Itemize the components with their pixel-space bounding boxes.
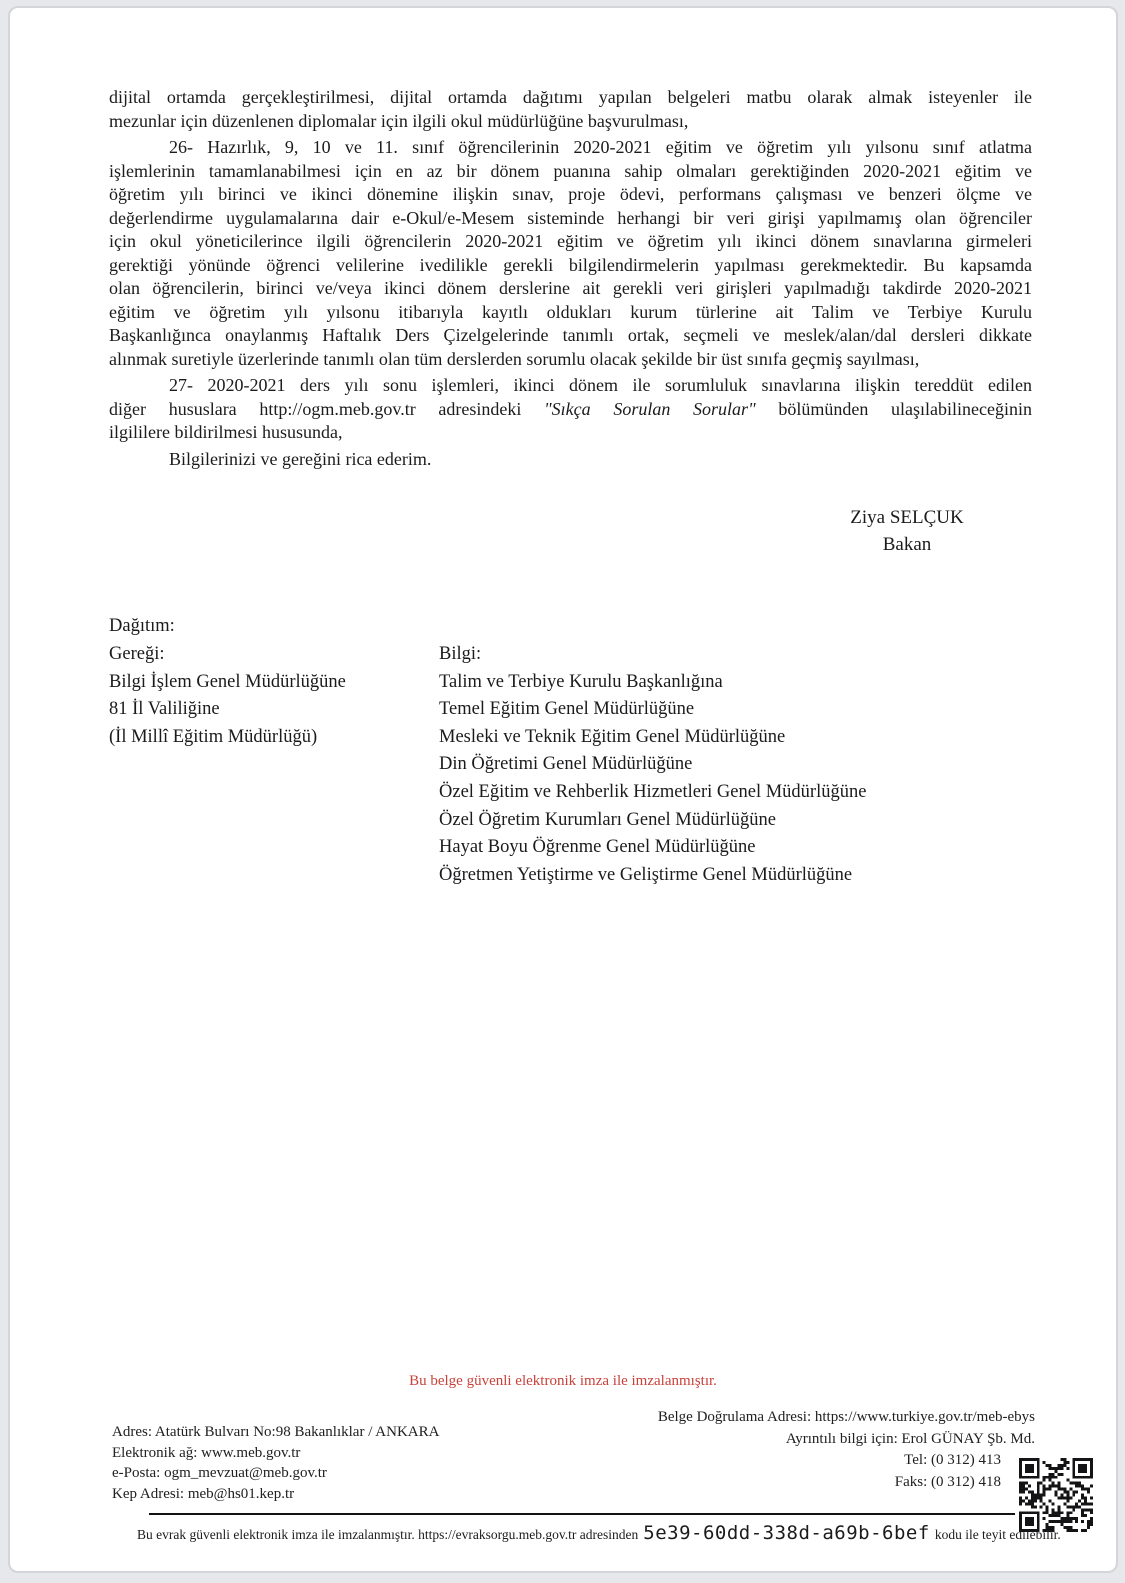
distribution-heading: Dağıtım: (109, 616, 175, 636)
fax-number: Faks: (0 312) 418 (894, 1473, 1001, 1490)
distribution-geregi-column (109, 641, 346, 751)
list-item: Özel Öğretim Kurumları Genel Müdürlüğüne (439, 809, 777, 830)
body-line: mezunlar için düzenlenen diplomalar için ilgili okul müdürlüğüne başvurulması, (109, 110, 689, 131)
footer-left-block (112, 1422, 439, 1505)
signer-title: Bakan (882, 534, 932, 555)
list-item: Öğretmen Yetiştirme ve Geliştirme Genel Müdürlüğüne (439, 864, 853, 885)
body-line: dijital ortamda gerçekleştirilmesi, dijital ortamda dağıtımı yapılan belgeleri matbu olarak almak isteyenler ile (109, 87, 1032, 107)
contact-info: Ayrıntılı bilgi için: Erol GÜNAY Şb. Md. (785, 1430, 1035, 1447)
verification-line: Bu evrak güvenli elektronik imza ile imzalanmıştır. https://evraksorgu.meb.gov.tr adresinden 5e39-60dd-338d-a69b-6bef kodu ile teyit edilebilir. (137, 1522, 1061, 1544)
body-line: değerlendirme uygulamalarına dair e-Okul/e-Mesem sisteminde herhangi bir veri girişi yapılmamış olan öğrenciler (109, 207, 1032, 228)
verify-address: Belge Doğrulama Adresi: https://www.turkiye.gov.tr/meb-ebys (657, 1409, 1035, 1425)
bilgi-label: Bilgi: (439, 644, 482, 664)
list-item: Mesleki ve Teknik Eğitim Genel Müdürlüğüne (439, 726, 786, 747)
email-address: e-Posta: ogm_mevzuat@meb.gov.tr (112, 1465, 327, 1482)
list-item: Özel Eğitim ve Rehberlik Hizmetleri Genel Müdürlüğüne (439, 781, 867, 802)
list-item: Hayat Boyu Öğrenme Genel Müdürlüğüne (439, 837, 756, 858)
list-item: Temel Eğitim Genel Müdürlüğüne (439, 699, 695, 720)
list-item: 81 İl Valiliğine (109, 699, 220, 720)
letter-body (109, 86, 1032, 471)
italic-quote: "Sıkça Sorulan Sorular" (544, 398, 756, 419)
signer-name: Ziya SELÇUK (850, 507, 964, 528)
body-line: 27- 2020-2021 ders yılı sonu işlemleri, ikinci dönem ile sorumluluk sınavlarına ilişkin tereddüt edilen (169, 375, 1032, 395)
paragraph-26 (109, 136, 1032, 371)
body-line: olan öğrencilerin, birinci ve/veya ikinci dönem derslerine ait gerekli veri girişleri yapılmadığı takdirde 2020-2021 (109, 278, 1032, 298)
distribution-bilgi-column (439, 641, 866, 889)
list-item: (İl Millî Eğitim Müdürlüğü) (109, 726, 318, 747)
signature-block (777, 504, 1037, 558)
body-line: öğretim yılı birinci ve ikinci dönemine ilişkin sınav, proje ödevi, performans çalışması ve benzeri ölçme ve (109, 184, 1032, 204)
footer-right-block (658, 1407, 1035, 1493)
paragraph-27 (109, 374, 1032, 445)
document-page (8, 6, 1118, 1573)
phone-number: Tel: (0 312) 413 (904, 1452, 1001, 1468)
body-line: gerektiği yönünde öğrenci velilerine ivedilikle gerekli bilgilendirmelerin yapılması gerekmektedir. Bu kapsamda (109, 254, 1032, 275)
body-line: eğitim ve öğretim yılı yılsonu itibarıyla kayıtlı oldukları kurum türlerine ait Talim ve Terbiye Kurulu (109, 301, 1032, 322)
esign-notice: Bu belge güvenli elektronik imza ile imzalanmıştır. (409, 1373, 717, 1389)
body-line: 26- Hazırlık, 9, 10 ve 11. sınıf öğrencilerinin 2020-2021 eğitim ve öğretim yılı yılsonu sınıf atlatma (169, 137, 1032, 157)
list-item: Talim ve Terbiye Kurulu Başkanlığına (439, 671, 723, 692)
body-line: işlemlerinin tamamlanabilmesi için en az bir dönem puanına sahip olmaları gerektiğinden 2020-2021 eğitim ve (109, 160, 1032, 181)
geregi-label: Gereği: (109, 644, 165, 664)
postal-address: Adres: Atatürk Bulvarı No:98 Bakanlıklar / ANKARA (112, 1424, 440, 1440)
list-item: Din Öğretimi Genel Müdürlüğüne (439, 754, 693, 775)
list-item: Bilgi İşlem Genel Müdürlüğüne (109, 671, 346, 692)
closing-line: Bilgilerinizi ve gereğini rica ederim. (169, 448, 432, 469)
body-line: için okul yöneticilerince ilgili öğrencilerin 2020-2021 eğitim ve öğretim yılı ikinci dönem sınavlarına girmeleri (109, 231, 1032, 251)
body-line: alınmak suretiyle üzerlerinde tanımlı olan tüm derslerden sorumlu olacak şekilde bir üst sınıfa geçmiş sayılması, (109, 348, 920, 369)
body-line: diğer hususlara http://ogm.meb.gov.tr adresindeki "Sıkça Sorulan Sorular" bölümünden ulaşılabilineceğinin (109, 398, 1032, 419)
footer-divider (149, 1513, 1015, 1515)
closing-paragraph (109, 448, 1032, 472)
verification-code: 5e39-60dd-338d-a69b-6bef (643, 1522, 930, 1544)
body-line: Başkanlığınca onaylanmış Haftalık Ders Çizelgelerinde tanımlı ortak, seçmeli ve meslek/alan/dal dersleri dikkate (109, 325, 1032, 345)
web-address: Elektronik ağ: www.meb.gov.tr (112, 1444, 301, 1461)
body-line: ilgililere bildirilmesi hususunda, (109, 422, 343, 442)
kep-address: Kep Adresi: meb@hs01.kep.tr (112, 1486, 295, 1503)
paragraph-continuation (109, 86, 1032, 133)
